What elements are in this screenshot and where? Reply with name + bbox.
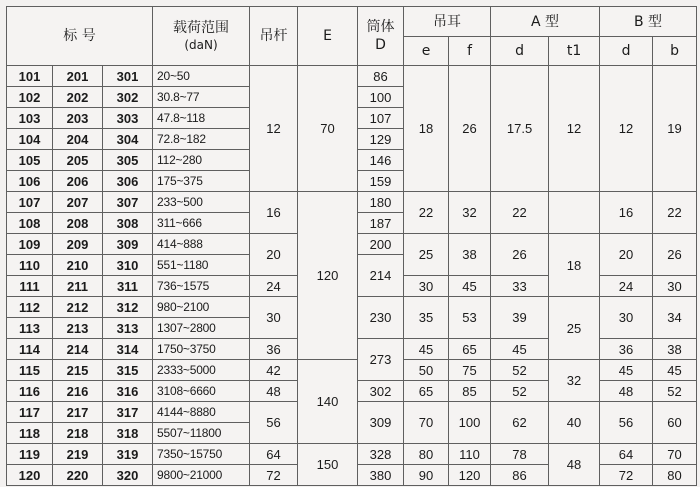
mark-1: 118 (7, 423, 53, 444)
b-b-header: b (653, 37, 697, 66)
mark-2: 215 (53, 360, 103, 381)
e-value: 140 (298, 360, 358, 444)
b-d-value: 48 (600, 381, 653, 402)
load-range: 980~2100 (153, 297, 250, 318)
a-d-value: 26 (491, 234, 549, 276)
mark-3: 315 (103, 360, 153, 381)
mark-1: 103 (7, 108, 53, 129)
hanger-rod-value: 64 (250, 444, 298, 465)
hanger-rod-value: 30 (250, 297, 298, 339)
mark-1: 106 (7, 171, 53, 192)
mark-1: 104 (7, 129, 53, 150)
mark-1: 111 (7, 276, 53, 297)
mark-3: 314 (103, 339, 153, 360)
a-t1-value: 18 (549, 234, 600, 297)
lug-e-value: 18 (404, 66, 449, 192)
b-b-value: 34 (653, 297, 697, 339)
load-range: 72.8~182 (153, 129, 250, 150)
mark-3: 306 (103, 171, 153, 192)
mark-1: 113 (7, 318, 53, 339)
b-d-value: 36 (600, 339, 653, 360)
mark-2: 211 (53, 276, 103, 297)
mark-1: 119 (7, 444, 53, 465)
lug-e-value: 25 (404, 234, 449, 276)
lug-e-header: e (404, 37, 449, 66)
hanger-rod-value: 42 (250, 360, 298, 381)
cylinder-d-value: 146 (358, 150, 404, 171)
hanger-rod-value: 36 (250, 339, 298, 360)
lug-e-value: 22 (404, 192, 449, 234)
a-d-header: d (491, 37, 549, 66)
lug-f-value: 85 (449, 381, 491, 402)
lug-e-value: 30 (404, 276, 449, 297)
mark-3: 301 (103, 66, 153, 87)
load-range: 414~888 (153, 234, 250, 255)
mark-1: 110 (7, 255, 53, 276)
lug-f-value: 53 (449, 297, 491, 339)
hanger-rod-value: 24 (250, 276, 298, 297)
a-t1-value: 12 (549, 66, 600, 192)
a-t1-value: 25 (549, 297, 600, 360)
mark-2: 219 (53, 444, 103, 465)
load-range: 7350~15750 (153, 444, 250, 465)
b-d-value: 45 (600, 360, 653, 381)
mark-3: 316 (103, 381, 153, 402)
lug-f-value: 120 (449, 465, 491, 486)
mark-2: 212 (53, 297, 103, 318)
lug-e-value: 45 (404, 339, 449, 360)
type-a-header: A 型 (491, 7, 600, 37)
mark-3: 302 (103, 87, 153, 108)
mark-1: 116 (7, 381, 53, 402)
cylinder-d-value: 380 (358, 465, 404, 486)
b-d-value: 72 (600, 465, 653, 486)
cylinder-d-value: 302 (358, 381, 404, 402)
a-d-value: 62 (491, 402, 549, 444)
spec-table-container (6, 6, 696, 484)
b-b-value: 30 (653, 276, 697, 297)
mark-2: 214 (53, 339, 103, 360)
mark-2: 220 (53, 465, 103, 486)
load-range: 311~666 (153, 213, 250, 234)
mark-1: 109 (7, 234, 53, 255)
load-range: 47.8~118 (153, 108, 250, 129)
a-d-value: 33 (491, 276, 549, 297)
load-range: 551~1180 (153, 255, 250, 276)
mark-3: 312 (103, 297, 153, 318)
b-d-value: 12 (600, 66, 653, 192)
cylinder-d-value: 309 (358, 402, 404, 444)
cylinder-d-value: 187 (358, 213, 404, 234)
mark-1: 107 (7, 192, 53, 213)
mark-1: 114 (7, 339, 53, 360)
mark-3: 310 (103, 255, 153, 276)
a-t1-value: 40 (549, 402, 600, 444)
mark-2: 208 (53, 213, 103, 234)
b-d-header: d (600, 37, 653, 66)
hanger-spec-table (6, 6, 697, 486)
b-d-value: 20 (600, 234, 653, 276)
a-d-value: 22 (491, 192, 549, 234)
b-d-value: 16 (600, 192, 653, 234)
lug-f-value: 45 (449, 276, 491, 297)
a-d-value: 86 (491, 465, 549, 486)
b-b-value: 38 (653, 339, 697, 360)
cylinder-d-value: 230 (358, 297, 404, 339)
mark-1: 105 (7, 150, 53, 171)
cylinder-d-value: 129 (358, 129, 404, 150)
b-d-value: 24 (600, 276, 653, 297)
a-t1-header: t1 (549, 37, 600, 66)
b-b-value: 26 (653, 234, 697, 276)
b-b-value: 52 (653, 381, 697, 402)
lug-f-header: f (449, 37, 491, 66)
b-d-value: 56 (600, 402, 653, 444)
mark-1: 102 (7, 87, 53, 108)
mark-2: 205 (53, 150, 103, 171)
cylinder-d-value: 200 (358, 234, 404, 255)
b-b-value: 70 (653, 444, 697, 465)
hanger-rod-value: 20 (250, 234, 298, 276)
mark-1: 117 (7, 402, 53, 423)
hanger-rod-header: 吊杆 (250, 7, 298, 66)
b-d-value: 30 (600, 297, 653, 339)
load-range: 20~50 (153, 66, 250, 87)
type-b-header: B 型 (600, 7, 697, 37)
load-range: 9800~21000 (153, 465, 250, 486)
load-range: 30.8~77 (153, 87, 250, 108)
a-d-value: 45 (491, 339, 549, 360)
mark-1: 112 (7, 297, 53, 318)
cylinder-d-value: 159 (358, 171, 404, 192)
lug-e-value: 90 (404, 465, 449, 486)
b-b-value: 19 (653, 66, 697, 192)
mark-3: 307 (103, 192, 153, 213)
b-b-value: 22 (653, 192, 697, 234)
load-range: 1750~3750 (153, 339, 250, 360)
lug-f-value: 75 (449, 360, 491, 381)
e-header: E (298, 7, 358, 66)
lug-f-value: 26 (449, 66, 491, 192)
mark-2: 217 (53, 402, 103, 423)
mark-1: 101 (7, 66, 53, 87)
mark-2: 209 (53, 234, 103, 255)
mark-2: 218 (53, 423, 103, 444)
load-range: 2333~5000 (153, 360, 250, 381)
mark-3: 305 (103, 150, 153, 171)
a-d-value: 39 (491, 297, 549, 339)
a-d-value: 78 (491, 444, 549, 465)
mark-2: 204 (53, 129, 103, 150)
label-header: 标 号 (7, 7, 153, 66)
mark-2: 201 (53, 66, 103, 87)
e-value: 120 (298, 192, 358, 360)
b-b-value: 60 (653, 402, 697, 444)
mark-1: 120 (7, 465, 53, 486)
a-d-value: 52 (491, 381, 549, 402)
mark-2: 216 (53, 381, 103, 402)
a-t1-value: 48 (549, 444, 600, 486)
b-b-value: 80 (653, 465, 697, 486)
lug-f-value: 38 (449, 234, 491, 276)
load-range: 4144~8880 (153, 402, 250, 423)
lug-e-value: 70 (404, 402, 449, 444)
mark-1: 115 (7, 360, 53, 381)
b-d-value: 64 (600, 444, 653, 465)
mark-3: 320 (103, 465, 153, 486)
lug-e-value: 50 (404, 360, 449, 381)
mark-2: 202 (53, 87, 103, 108)
hanger-rod-value: 72 (250, 465, 298, 486)
mark-3: 311 (103, 276, 153, 297)
mark-3: 309 (103, 234, 153, 255)
mark-2: 213 (53, 318, 103, 339)
e-value: 150 (298, 444, 358, 486)
hanger-rod-value: 56 (250, 402, 298, 444)
mark-3: 308 (103, 213, 153, 234)
lug-e-value: 65 (404, 381, 449, 402)
load-range: 233~500 (153, 192, 250, 213)
load-range-header: 载荷范围 (daN) (153, 7, 250, 66)
mark-2: 207 (53, 192, 103, 213)
mark-3: 319 (103, 444, 153, 465)
cylinder-d-value: 107 (358, 108, 404, 129)
a-d-value: 17.5 (491, 66, 549, 192)
mark-2: 206 (53, 171, 103, 192)
hanger-rod-value: 12 (250, 66, 298, 192)
load-range: 175~375 (153, 171, 250, 192)
mark-2: 210 (53, 255, 103, 276)
mark-3: 304 (103, 129, 153, 150)
e-value: 70 (298, 66, 358, 192)
cylinder-header: 筒体 D (358, 7, 404, 66)
cylinder-d-value: 180 (358, 192, 404, 213)
mark-3: 303 (103, 108, 153, 129)
b-b-value: 45 (653, 360, 697, 381)
load-range: 1307~2800 (153, 318, 250, 339)
mark-3: 318 (103, 423, 153, 444)
mark-3: 313 (103, 318, 153, 339)
load-range: 736~1575 (153, 276, 250, 297)
lug-f-value: 65 (449, 339, 491, 360)
mark-1: 108 (7, 213, 53, 234)
cylinder-d-value: 86 (358, 66, 404, 87)
a-t1-blank (549, 192, 600, 234)
cylinder-d-value: 214 (358, 255, 404, 297)
a-t1-value: 32 (549, 360, 600, 402)
cylinder-d-value: 273 (358, 339, 404, 381)
load-range: 5507~11800 (153, 423, 250, 444)
lug-e-value: 35 (404, 297, 449, 339)
mark-3: 317 (103, 402, 153, 423)
load-range: 112~280 (153, 150, 250, 171)
load-range: 3108~6660 (153, 381, 250, 402)
lug-f-value: 110 (449, 444, 491, 465)
mark-2: 203 (53, 108, 103, 129)
lug-f-value: 32 (449, 192, 491, 234)
lug-f-value: 100 (449, 402, 491, 444)
cylinder-d-value: 100 (358, 87, 404, 108)
lug-header: 吊耳 (404, 7, 491, 37)
hanger-rod-value: 16 (250, 192, 298, 234)
hanger-rod-value: 48 (250, 381, 298, 402)
a-d-value: 52 (491, 360, 549, 381)
lug-e-value: 80 (404, 444, 449, 465)
cylinder-d-value: 328 (358, 444, 404, 465)
